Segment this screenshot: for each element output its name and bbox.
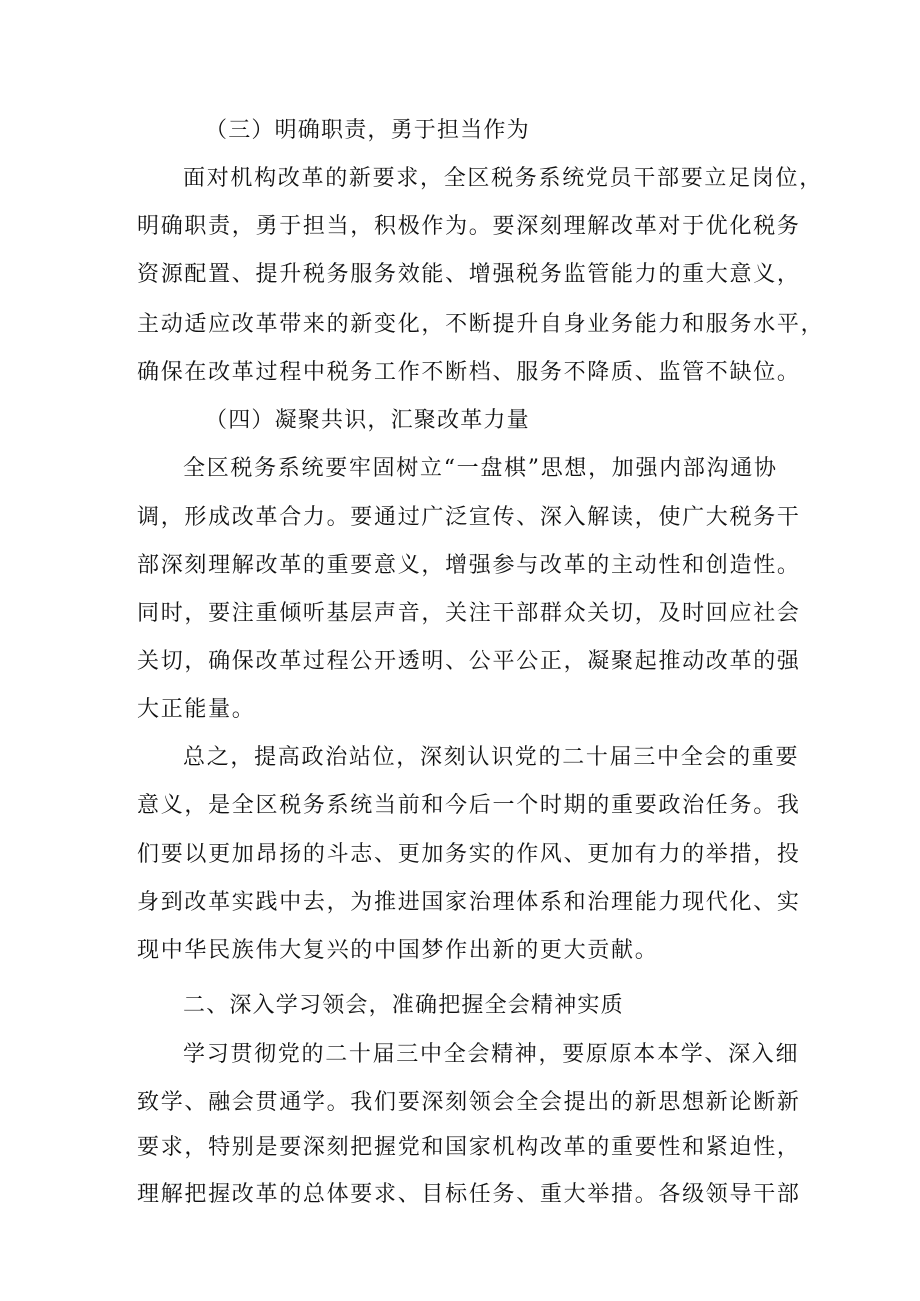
paragraph-line: 致学、融会贯通学。我们要深刻领会全会提出的新思想新论断新 <box>137 1090 801 1115</box>
paragraph-line: 要求，特别是要深刻把握党和国家机构改革的重要性和紧迫性， <box>137 1135 801 1160</box>
paragraph-line: 理解把握改革的总体要求、目标任务、重大举措。各级领导干部 <box>137 1182 801 1207</box>
paragraph-line: 明确职责，勇于担当，积极作为。要深刻理解改革对于优化税务 <box>137 214 801 239</box>
paragraph-line: 主动适应改革带来的新变化，不断提升自身业务能力和服务水平， <box>137 312 825 337</box>
paragraph-line: 总之，提高政治站位，深刻认识党的二十届三中全会的重要 <box>183 745 800 770</box>
paragraph-line: 关切，确保改革过程公开透明、公平公正，凝聚起推动改革的强 <box>137 649 801 674</box>
paragraph-line: 大正能量。 <box>137 697 256 722</box>
paragraph-line: 身到改革实践中去，为推进国家治理体系和治理能力现代化、实 <box>137 890 801 915</box>
section-4-heading: （四）凝聚共识，汇聚改革力量 <box>205 408 530 433</box>
paragraph-line: 们要以更加昂扬的斗志、更加务实的作风、更加有力的举措，投 <box>137 842 801 867</box>
section-3-heading: （三）明确职责，勇于担当作为 <box>205 118 530 143</box>
paragraph-line: 部深刻理解改革的重要意义，增强参与改革的主动性和创造性。 <box>137 553 801 578</box>
paragraph-line: 同时，要注重倾听基层声音，关注干部群众关切，及时回应社会 <box>137 601 801 626</box>
paragraph-line: 资源配置、提升税务服务效能、增强税务监管能力的重大意义， <box>137 262 801 287</box>
paragraph-line: 意义，是全区税务系统当前和今后一个时期的重要政治任务。我 <box>137 793 801 818</box>
paragraph-line: 调，形成改革合力。要通过广泛宣传、深入解读，使广大税务干 <box>137 505 801 530</box>
part-2-heading: 二、深入学习领会，准确把握全会精神实质 <box>183 993 624 1018</box>
paragraph-line: 全区税务系统要牢固树立“一盘棋”思想，加强内部沟通协 <box>183 456 778 481</box>
paragraph-line: 面对机构改革的新要求，全区税务系统党员干部要立足岗位， <box>183 166 823 191</box>
paragraph-line: 学习贯彻党的二十届三中全会精神，要原原本本学、深入细 <box>183 1042 800 1067</box>
paragraph-line: 现中华民族伟大复兴的中国梦作出新的更大贡献。 <box>137 938 659 963</box>
paragraph-line: 确保在改革过程中税务工作不断档、服务不降质、监管不缺位。 <box>137 360 801 385</box>
